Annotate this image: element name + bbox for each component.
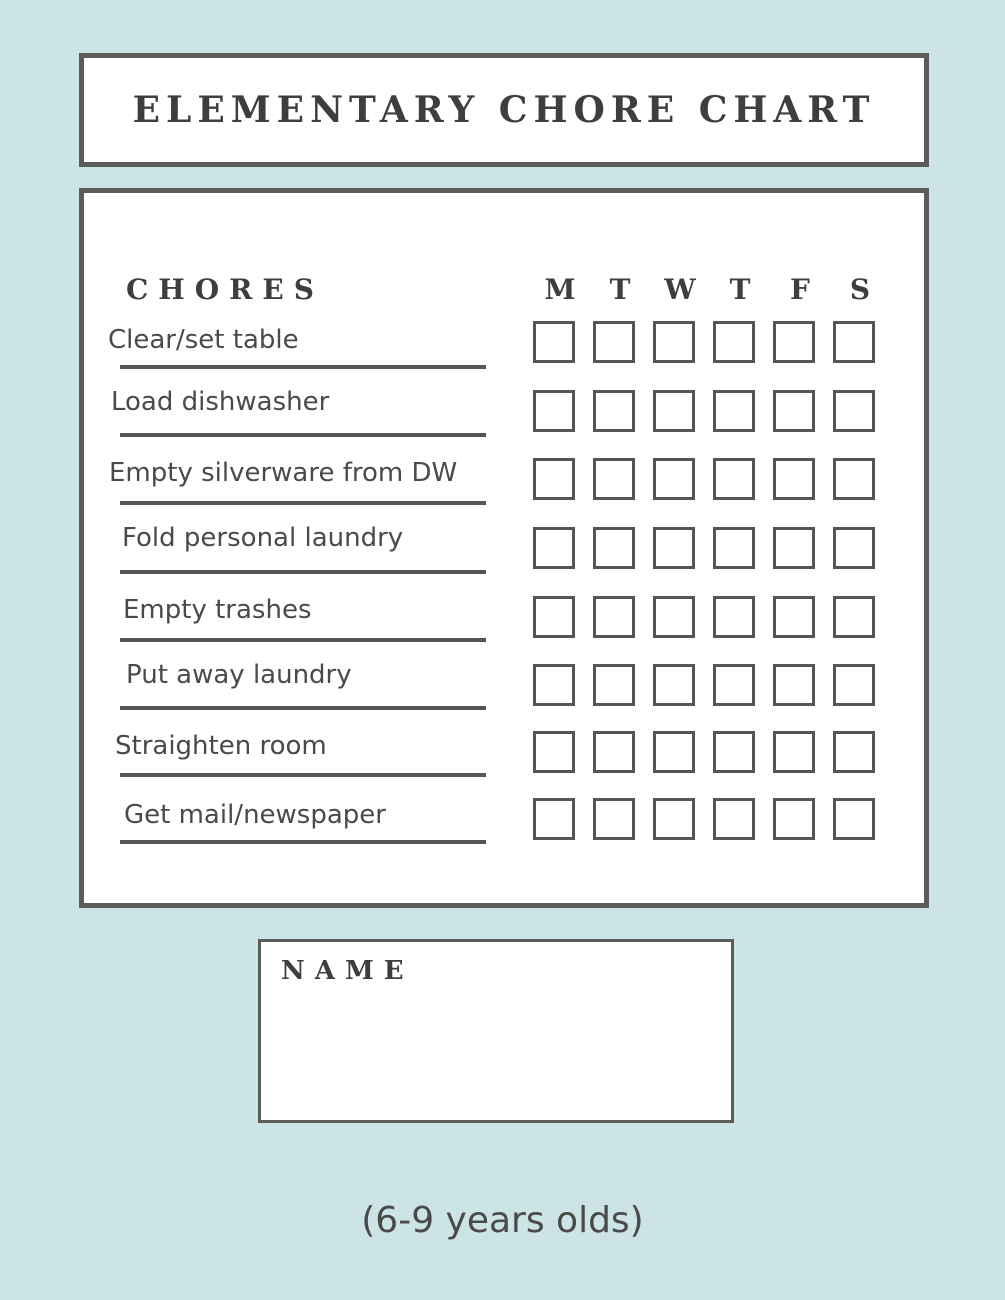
checkbox-fold-laundry-wed[interactable]: [653, 527, 695, 569]
chore-label: Empty silverware from DW: [109, 458, 458, 488]
day-header-thu: T: [729, 273, 751, 306]
checkbox-get-mail-fri[interactable]: [773, 798, 815, 840]
checkbox-empty-trashes-mon[interactable]: [533, 596, 575, 638]
checkbox-load-dishwasher-wed[interactable]: [653, 390, 695, 432]
day-header-tue: T: [609, 273, 631, 306]
checkbox-put-away-laundry-wed[interactable]: [653, 664, 695, 706]
checkbox-load-dishwasher-sat[interactable]: [833, 390, 875, 432]
name-field[interactable]: [281, 1012, 715, 1104]
chore-divider: [120, 433, 486, 437]
chore-label: Load dishwasher: [111, 387, 330, 417]
chore-label: Get mail/newspaper: [124, 800, 386, 830]
checkbox-empty-trashes-sat[interactable]: [833, 596, 875, 638]
chore-label: Straighten room: [115, 731, 327, 761]
checkbox-straighten-room-mon[interactable]: [533, 731, 575, 773]
chore-label: Clear/set table: [108, 325, 299, 355]
checkbox-get-mail-tue[interactable]: [593, 798, 635, 840]
checkbox-put-away-laundry-thu[interactable]: [713, 664, 755, 706]
checkbox-put-away-laundry-tue[interactable]: [593, 664, 635, 706]
checkbox-clear-set-table-thu[interactable]: [713, 321, 755, 363]
checkbox-empty-trashes-fri[interactable]: [773, 596, 815, 638]
checkbox-put-away-laundry-sat[interactable]: [833, 664, 875, 706]
checkbox-fold-laundry-mon[interactable]: [533, 527, 575, 569]
checkbox-fold-laundry-fri[interactable]: [773, 527, 815, 569]
checkbox-empty-trashes-wed[interactable]: [653, 596, 695, 638]
checkbox-straighten-room-wed[interactable]: [653, 731, 695, 773]
checkbox-load-dishwasher-mon[interactable]: [533, 390, 575, 432]
checkbox-straighten-room-fri[interactable]: [773, 731, 815, 773]
checkbox-load-dishwasher-tue[interactable]: [593, 390, 635, 432]
checkbox-fold-laundry-sat[interactable]: [833, 527, 875, 569]
chore-divider: [120, 365, 486, 369]
checkbox-straighten-room-tue[interactable]: [593, 731, 635, 773]
checkbox-load-dishwasher-thu[interactable]: [713, 390, 755, 432]
day-header-mon: M: [544, 273, 576, 306]
title-box: [79, 53, 929, 167]
checkbox-empty-trashes-tue[interactable]: [593, 596, 635, 638]
checkbox-get-mail-sat[interactable]: [833, 798, 875, 840]
chore-divider: [120, 501, 486, 505]
name-label: NAME: [281, 956, 414, 986]
chore-divider: [120, 706, 486, 710]
checkbox-empty-silverware-tue[interactable]: [593, 458, 635, 500]
checkbox-clear-set-table-wed[interactable]: [653, 321, 695, 363]
chore-divider: [120, 570, 486, 574]
checkbox-get-mail-mon[interactable]: [533, 798, 575, 840]
chore-table: [79, 188, 929, 908]
day-header-sat: S: [849, 273, 871, 306]
chore-label: Put away laundry: [126, 660, 352, 690]
checkbox-clear-set-table-fri[interactable]: [773, 321, 815, 363]
chores-column-header: CHORES: [126, 273, 324, 306]
checkbox-clear-set-table-tue[interactable]: [593, 321, 635, 363]
checkbox-fold-laundry-tue[interactable]: [593, 527, 635, 569]
name-box: [258, 939, 734, 1123]
checkbox-empty-silverware-thu[interactable]: [713, 458, 755, 500]
checkbox-empty-silverware-mon[interactable]: [533, 458, 575, 500]
day-header-fri: F: [790, 273, 810, 306]
chart-title: ELEMENTARY CHORE CHART: [132, 89, 876, 131]
checkbox-empty-silverware-sat[interactable]: [833, 458, 875, 500]
checkbox-straighten-room-sat[interactable]: [833, 731, 875, 773]
checkbox-clear-set-table-mon[interactable]: [533, 321, 575, 363]
chore-divider: [120, 840, 486, 844]
chore-label: Empty trashes: [123, 595, 312, 625]
checkbox-clear-set-table-sat[interactable]: [833, 321, 875, 363]
day-header-wed: W: [664, 273, 696, 306]
chore-divider: [120, 773, 486, 777]
checkbox-straighten-room-thu[interactable]: [713, 731, 755, 773]
checkbox-empty-trashes-thu[interactable]: [713, 596, 755, 638]
checkbox-get-mail-wed[interactable]: [653, 798, 695, 840]
checkbox-empty-silverware-fri[interactable]: [773, 458, 815, 500]
chore-label: Fold personal laundry: [122, 523, 404, 553]
checkbox-load-dishwasher-fri[interactable]: [773, 390, 815, 432]
age-range-note: (6-9 years olds): [361, 1200, 644, 1241]
checkbox-get-mail-thu[interactable]: [713, 798, 755, 840]
chore-divider: [120, 638, 486, 642]
checkbox-put-away-laundry-mon[interactable]: [533, 664, 575, 706]
checkbox-put-away-laundry-fri[interactable]: [773, 664, 815, 706]
checkbox-empty-silverware-wed[interactable]: [653, 458, 695, 500]
checkbox-fold-laundry-thu[interactable]: [713, 527, 755, 569]
